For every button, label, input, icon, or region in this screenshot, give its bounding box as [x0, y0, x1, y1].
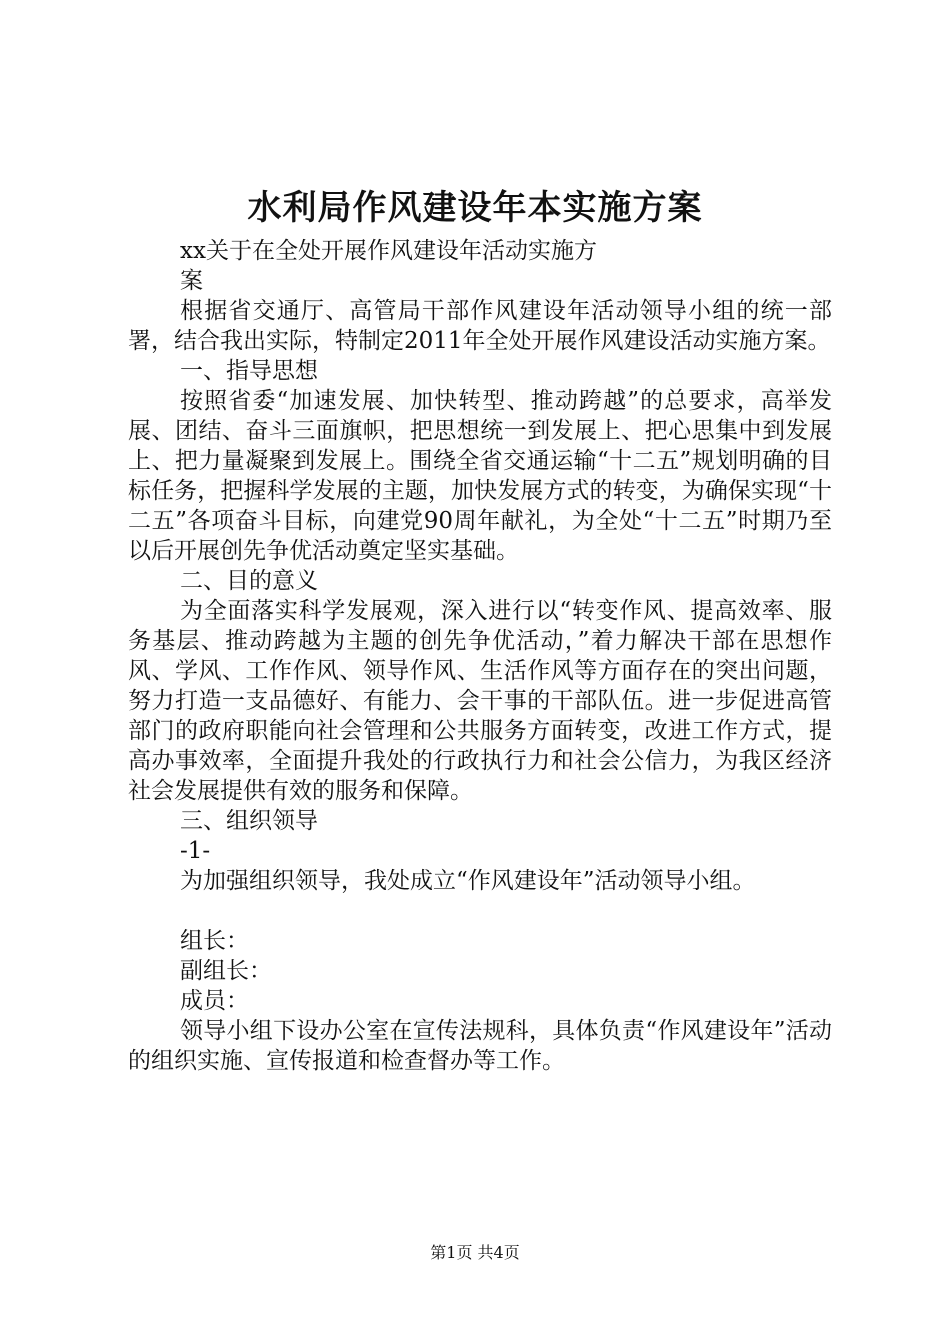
page-footer: 第1页 共4页	[430, 1243, 520, 1262]
office-paragraph: 领导小组下设办公室在宣传法规科，具体负责“作风建设年”活动的组织实施、宣传报道和检查督办等工作。	[128, 1018, 832, 1074]
leader-label: 组长：	[180, 928, 249, 954]
subtitle-line-2: 案	[180, 268, 203, 294]
page-marker: -1-	[180, 838, 211, 864]
section-3-heading: 三、组织领导	[180, 808, 318, 834]
section-3-paragraph: 为加强组织领导，我处成立“作风建设年”活动领导小组。	[180, 868, 756, 894]
section-2-paragraph: 为全面落实科学发展观，深入进行以“转变作风、提高效率、服务基层、推动跨越为主题的创先争优活动，”着力解决干部在思想作风、学风、工作作风、领导作风、生活作风等方面存在的突出问题，努力打造一支品德好、有能力、会干事的干部队伍。进一步促进高管部门的政府职能向社会管理和公共服务方面转变，改进工作方式，提高办事效率，全面提升我处的行政执行力和社会公信力，为我区经济社会发展提供有效的服务和保障。	[128, 598, 832, 804]
section-2-heading: 二、目的意义	[180, 568, 318, 594]
spacer	[128, 896, 832, 926]
deputy-leader-label: 副组长：	[180, 958, 272, 984]
intro-paragraph: 根据省交通厅、高管局干部作风建设年活动领导小组的统一部署，结合我出实际，特制定2011年全处开展作风建设活动实施方案。	[128, 298, 832, 354]
subtitle-line-1: xx关于在全处开展作风建设年活动实施方	[180, 238, 597, 264]
document-body	[128, 236, 832, 1076]
section-1-heading: 一、指导思想	[180, 358, 318, 384]
members-label: 成员：	[180, 988, 249, 1014]
document-title: 水利局作风建设年本实施方案	[247, 188, 703, 228]
section-1-paragraph: 按照省委“加速发展、加快转型、推动跨越”的总要求，高举发展、团结、奋斗三面旗帜，把思想统一到发展上、把心思集中到发展上、把力量凝聚到发展上。围绕全省交通运输“十二五”规划明确的目标任务，把握科学发展的主题，加快发展方式的转变，为确保实现“十二五”各项奋斗目标，向建党90周年献礼，为全处“十二五”时期乃至以后开展创先争优活动奠定坚实基础。	[128, 388, 832, 564]
